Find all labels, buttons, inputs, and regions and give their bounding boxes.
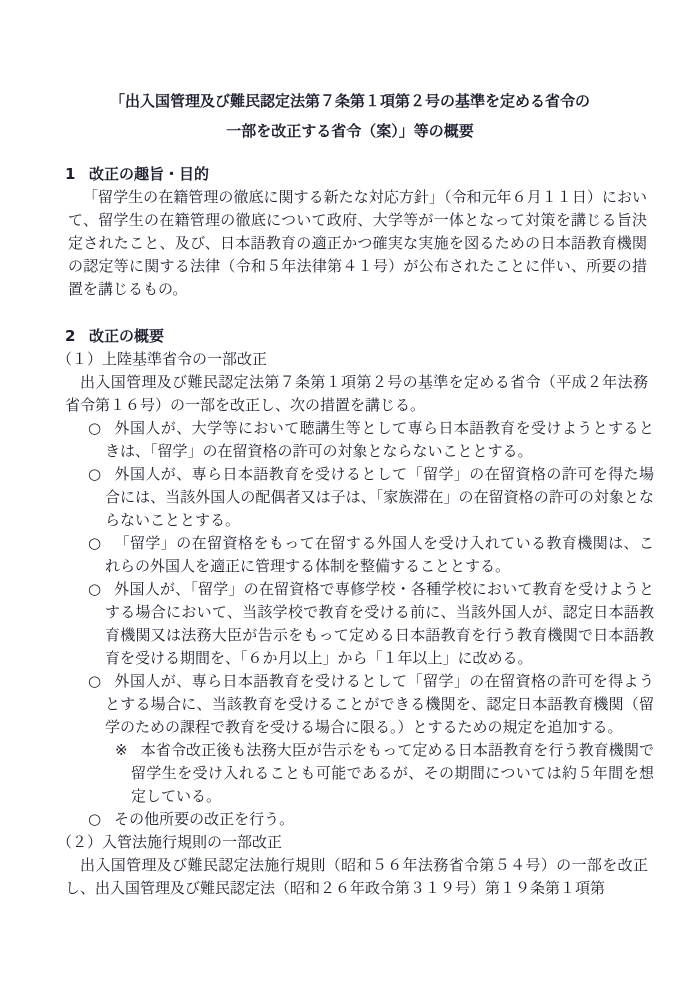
subsection2-label: （２） bbox=[57, 833, 103, 851]
measure-list-item bbox=[0, 739, 700, 808]
measure-list-item bbox=[0, 417, 700, 463]
list-item-marker: ○ bbox=[88, 672, 102, 690]
list-item-marker: ○ bbox=[88, 534, 102, 552]
list-item-marker: ○ bbox=[88, 465, 102, 483]
subsection1-label: （１） bbox=[57, 350, 103, 368]
list-item-text: 外国人が、「留学」の在留資格で専修学校・各種学校において教育を受けようとする場合において、当該学校で教育を受ける前に、当該外国人が、認定日本語教育機関又は法務大臣が告示をもって定める日本語教育を行う教育機関で日本語教育を受ける期間を、「６か月以上」から「１年以上」に改める。 bbox=[105, 580, 654, 667]
list-item-marker: ○ bbox=[88, 810, 102, 828]
list-item-text: その他所要の改正を行う。 bbox=[114, 810, 295, 828]
section2-heading-label: 改正の概要 bbox=[89, 327, 165, 345]
list-item-text: 外国人が、大学等において聴講生等として専ら日本語教育を受けようとするときは、「留学」の在留資格の許可の対象とならないこととする。 bbox=[105, 419, 654, 460]
measure-list-item bbox=[0, 532, 700, 578]
measure-list bbox=[0, 417, 700, 831]
document-title-line-2: 一部を改正する省令（案）」等の概要 bbox=[226, 122, 474, 140]
section2-number: 2 bbox=[65, 327, 76, 345]
measure-list-item bbox=[0, 463, 700, 532]
subsection1-title: 上陸基準省令の一部改正 bbox=[102, 350, 268, 368]
measure-list-item bbox=[0, 808, 700, 831]
subsection2-intro-paragraph: 出入国管理及び難民認定法施行規則（昭和５６年法務省令第５４号）の一部を改正し、出入国管理及び難民認定法（昭和２６年政令第３１９号）第１９条第１項第 bbox=[65, 856, 648, 897]
list-item-text: 本省令改正後も法務大臣が告示をもって定める日本語教育を行う教育機関で留学生を受け入れることも可能であるが、その期間については約５年間を想定している。 bbox=[131, 741, 654, 805]
subsection2-title: 入管法施行規則の一部改正 bbox=[102, 833, 283, 851]
section1-number: 1 bbox=[65, 165, 76, 183]
section1-heading bbox=[0, 163, 700, 186]
measure-list-item bbox=[0, 578, 700, 670]
document-title-line-1: 「出入国管理及び難民認定法第７条第１項第２号の基準を定める省令の bbox=[109, 92, 590, 110]
subsection1-heading bbox=[0, 348, 700, 371]
list-item-marker: ※ bbox=[115, 741, 128, 759]
list-item-text: 外国人が、専ら日本語教育を受けるとして「留学」の在留資格の許可を得た場合には、当該外国人の配偶者又は子は、「家族滞在」の在留資格の許可の対象とならないこととする。 bbox=[105, 465, 654, 529]
document-title bbox=[0, 0, 700, 146]
list-item-text: 外国人が、専ら日本語教育を受けるとして「留学」の在留資格の許可を得ようとする場合に、当該教育を受けることができる機関を、認定日本語教育機関（留学のための課程で教育を受ける場合に限る。）とするための規定を追加する。 bbox=[105, 672, 654, 736]
list-item-marker: ○ bbox=[88, 419, 102, 437]
subsection2-heading bbox=[0, 831, 700, 854]
subsection1-intro-paragraph: 出入国管理及び難民認定法第７条第１項第２号の基準を定める省令（平成２年法務省令第１６号）の一部を改正し、次の措置を講じる。 bbox=[65, 373, 648, 414]
list-item-marker: ○ bbox=[88, 580, 102, 598]
section2-heading bbox=[0, 325, 700, 348]
measure-list-item bbox=[0, 670, 700, 739]
section1-heading-label: 改正の趣旨・目的 bbox=[89, 165, 210, 183]
section1-body-paragraph: 「留学生の在籍管理の徹底に関する新たな対応方針」（令和元年６月１１日）において、留学生の在籍管理の徹底について政府、大学等が一体となって対策を講じる旨決定されたこと、及び、日本語教育の適正かつ確実な実施を図るための日本語教育機関の認定等に関する法律（令和５年法律第４１号）が公布されたことに伴い、所要の措置を講じるもの。 bbox=[68, 188, 647, 298]
list-item-text: 「留学」の在留資格をもって在留する外国人を受け入れている教育機関は、これらの外国人を適正に管理する体制を整備することとする。 bbox=[105, 534, 654, 575]
